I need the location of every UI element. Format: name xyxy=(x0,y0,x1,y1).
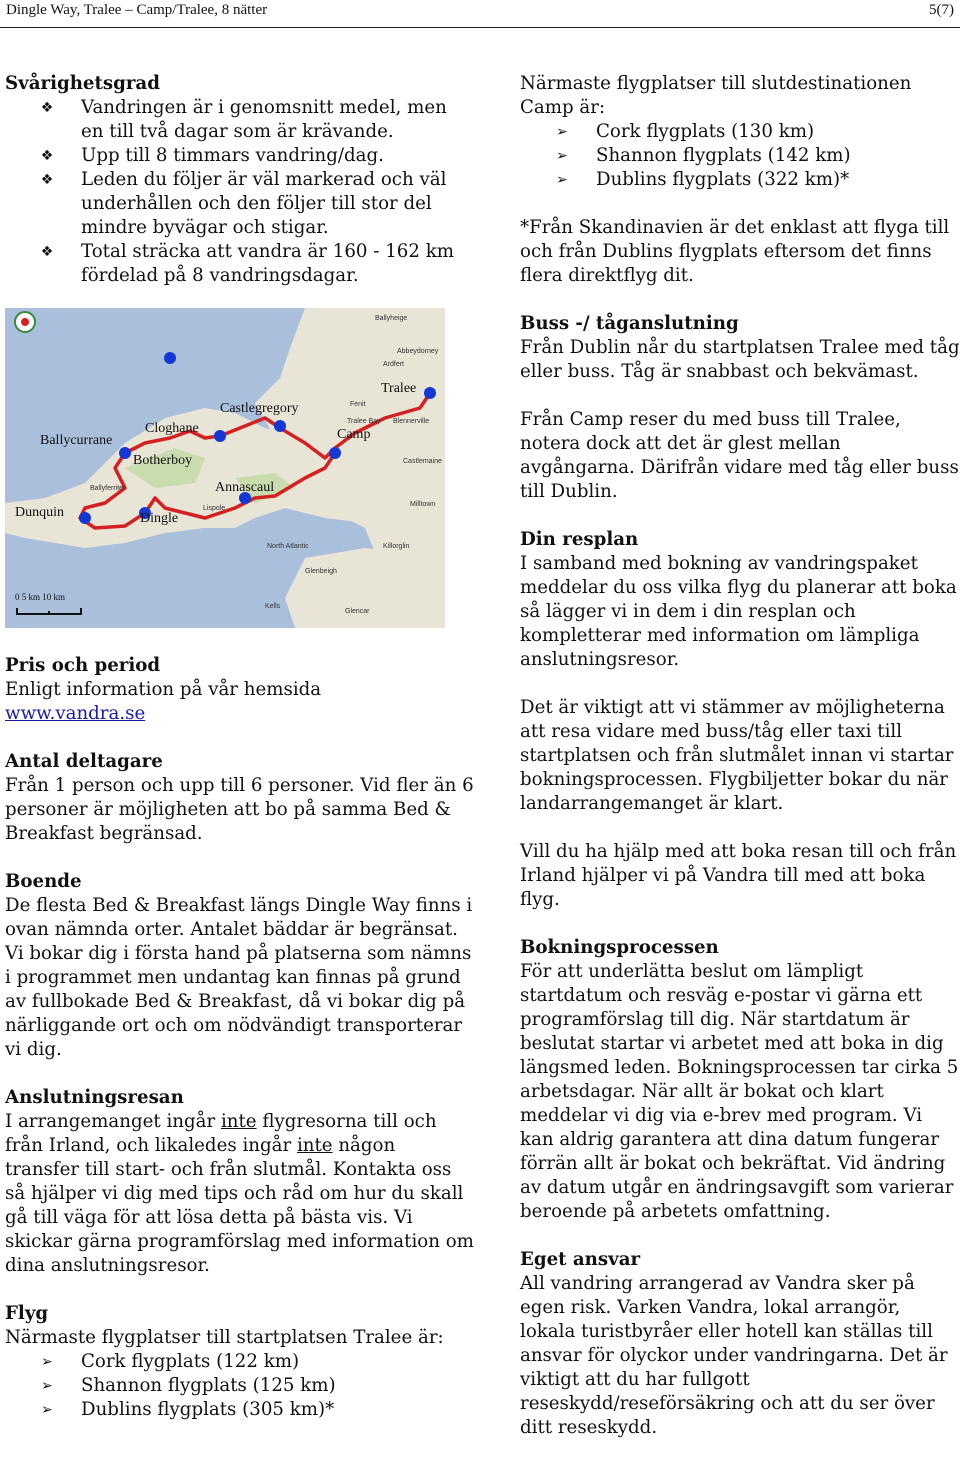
left-column xyxy=(5,72,475,1422)
price-text: Enligt information på vår hemsida xyxy=(5,679,322,700)
map-label-milltown: Milltown xyxy=(410,501,436,508)
plan-heading: Din resplan xyxy=(520,529,639,550)
responsibility-heading: Eget ansvar xyxy=(520,1249,641,1270)
stage-marker xyxy=(329,447,341,459)
list-item: ➢ Cork flygplats (130 km) xyxy=(520,120,960,144)
map-label-cloghane: Cloghane xyxy=(145,421,199,436)
map-label-kells: Kells xyxy=(265,603,281,610)
list-item: ➢ Shannon flygplats (142 km) xyxy=(520,144,960,168)
map-label-camp: Camp xyxy=(337,427,371,442)
flights-list xyxy=(5,1350,475,1422)
map-label-traleebay: Tralee Bay xyxy=(347,418,381,425)
diamond-bullet-icon: ❖ xyxy=(40,244,54,260)
stage-marker xyxy=(424,387,436,399)
arrow-bullet-icon: ➢ xyxy=(41,1378,53,1394)
map-label-castlemaine: Castlemaine xyxy=(403,458,442,465)
map-label-annascaul: Annascaul xyxy=(215,480,275,495)
flights-heading: Flyg xyxy=(5,1303,49,1324)
participants-text: Från 1 person och upp till 6 personer. Vid fler än 6 personer är möjligheten att bo på samma Bed & Breakfast begränsad. xyxy=(5,775,474,844)
map-label-ballycurrane: Ballycurrane xyxy=(40,433,113,448)
list-item: ❖ Upp till 8 timmars vandring/dag. xyxy=(5,144,475,168)
document-title: Dingle Way, Tralee – Camp/Tralee, 8 nätter xyxy=(6,2,268,18)
map-scale-label: 0 5 km 10 km xyxy=(15,592,66,602)
stage-marker xyxy=(164,352,176,364)
map-label-ardfert: Ardfert xyxy=(383,361,405,368)
map-label-dingle: Dingle xyxy=(140,511,179,526)
page-header xyxy=(6,0,954,22)
diamond-bullet-icon: ❖ xyxy=(40,172,54,188)
arrow-bullet-icon: ➢ xyxy=(41,1354,53,1370)
participants-heading: Antal deltagare xyxy=(5,751,163,772)
map-label-blennerville: Blennerville xyxy=(393,418,430,425)
arrow-bullet-icon: ➢ xyxy=(556,148,568,164)
vandra-logo-icon xyxy=(15,312,35,332)
map-label-dunquin: Dunquin xyxy=(15,505,64,520)
stage-marker xyxy=(119,447,131,459)
right-column xyxy=(520,72,960,1440)
map-label-glenbeigh: Glenbeigh xyxy=(305,568,337,575)
map-label-fenit: Fenit xyxy=(350,401,366,408)
map-label-north-atlantic: North Atlantic xyxy=(267,543,309,550)
diamond-bullet-icon: ❖ xyxy=(40,148,54,164)
flights-intro: Närmaste flygplatser till startplatsen Tralee är: xyxy=(5,1327,444,1348)
arrow-bullet-icon: ➢ xyxy=(41,1402,53,1418)
arrow-bullet-icon: ➢ xyxy=(556,172,568,188)
map-label-lispole: Lispole xyxy=(203,505,226,512)
bus-text-1: Från Dublin når du startplatsen Tralee med tåg eller buss. Tåg är snabbast och bekvämast. xyxy=(520,337,960,382)
map-label-killorglin: Killorglin xyxy=(383,543,410,550)
plan-text-2: Det är viktigt att vi stämmer av möjligheterna att resa vidare med buss/tåg eller taxi till startplatsen och från slutmålet innan vi startar bokningsprocessen. Flygbiljetter bokar du när landarrangemanget är klart. xyxy=(520,697,954,814)
route-map xyxy=(5,308,445,628)
map-label-ballyferriter: Ballyferriter xyxy=(90,485,126,492)
difficulty-list xyxy=(5,96,475,288)
accommodation-text: De flesta Bed & Breakfast längs Dingle Way finns i ovan nämnda orter. Antalet bäddar är begränsat. Vi bokar dig i första hand på platserna som nämns i programmet men undantag kan finnas på grund av fullbokade Bed & Breakfast, då vi bokar dig på närliggande ort och om nödvändigt transporterar vi dig. xyxy=(5,895,473,1060)
map-label-castlegregory: Castlegregory xyxy=(220,401,299,416)
price-heading: Pris och period xyxy=(5,655,161,676)
diamond-bullet-icon: ❖ xyxy=(40,100,54,116)
bus-heading: Buss -/ tåganslutning xyxy=(520,313,739,334)
dest-flights-note: *Från Skandinavien är det enklast att flyga till och från Dublins flygplats eftersom det finns flera direktflyg dit. xyxy=(520,217,950,286)
page-number: 5(7) xyxy=(929,2,954,18)
plan-text-3: Vill du ha hjälp med att boka resan till och från Irland hjälper vi på Vandra till med att boka flyg. xyxy=(520,841,957,910)
list-item: ❖ Leden du följer är väl markerad och väl underhållen och den följer till stor del mindre byvägar och stigar. xyxy=(5,168,475,240)
booking-heading: Bokningsprocessen xyxy=(520,937,719,958)
website-link[interactable]: www.vandra.se xyxy=(5,703,146,724)
list-item: ➢ Shannon flygplats (125 km) xyxy=(5,1374,475,1398)
dest-flights-list xyxy=(520,120,960,192)
responsibility-text: All vandring arrangerad av Vandra sker på egen risk. Varken Vandra, lokal arrangör, lokala turistbyråer eller hotell kan ställas till ansvar för olyckor under vandringarna. Det är viktigt att du har fullgott reseskydd/reseförsäkring och att du ser över ditt reseskydd. xyxy=(520,1273,948,1438)
header-rule xyxy=(0,27,960,28)
stage-marker xyxy=(214,430,226,442)
list-item: ❖ Total sträcka att vandra är 160 - 162 km fördelad på 8 vandringsdagar. xyxy=(5,240,475,288)
bus-text-2: Från Camp reser du med buss till Tralee, notera dock att det är glest mellan avgångarna. Därifrån vidare med tåg eller buss till Dublin. xyxy=(520,409,959,502)
plan-text-1: I samband med bokning av vandringspaket meddelar du oss vilka flyg du planerar att boka så lägger vi in dem i din resplan och kompletterar med information om lämpliga anslutningsresor. xyxy=(520,553,957,670)
land-south xyxy=(285,548,445,628)
difficulty-heading: Svårighetsgrad xyxy=(5,73,160,94)
connection-text: I arrangemanget ingår inte flygresorna till och från Irland, och likaledes ingår inte någon transfer till start- och från slutmål. Kontakta oss så hjälper vi dig med tips och råd om hur du skall gå till väga för att lösa detta på bästa vis. Vi skickar gärna programförslag med information om dina anslutningsresor. xyxy=(5,1111,474,1276)
map-label-botherboy: Botherboy xyxy=(133,453,193,468)
map-label-abbeydorney: Abbeydorney xyxy=(397,348,439,355)
stage-marker xyxy=(274,420,286,432)
arrow-bullet-icon: ➢ xyxy=(556,124,568,140)
accommodation-heading: Boende xyxy=(5,871,82,892)
booking-text: För att underlätta beslut om lämpligt startdatum och resväg e-postar vi gärna ett programförslag till dig. När startdatum är beslutat startar vi arbetet med att boka in dig längsmed leden. Bokningsprocessen tar cirka 5 arbetsdagar. När allt är bokat och klart meddelar vi dig via e-brev med program. Vi kan aldrig garantera att dina datum fungerar förrän allt är bokat och bekräftat. Vid ändring av datum utgår en ändringsavgift som varierar beroende på arbetets omfattning. xyxy=(520,961,959,1222)
map-label-tralee: Tralee xyxy=(381,381,417,396)
list-item: ➢ Cork flygplats (122 km) xyxy=(5,1350,475,1374)
connection-heading: Anslutningsresan xyxy=(5,1087,184,1108)
list-item: ❖ Vandringen är i genomsnitt medel, men en till två dagar som är krävande. xyxy=(5,96,475,144)
map-label-ballyheige: Ballyheige xyxy=(375,315,408,322)
stage-marker xyxy=(79,512,91,524)
dest-flights-intro: Närmaste flygplatser till slutdestinationen Camp är: xyxy=(520,73,912,118)
route-map-svg xyxy=(5,308,445,628)
map-label-glencar: Glencar xyxy=(345,608,370,615)
list-item: ➢ Dublins flygplats (322 km)* xyxy=(520,168,960,192)
list-item: ➢ Dublins flygplats (305 km)* xyxy=(5,1398,475,1422)
